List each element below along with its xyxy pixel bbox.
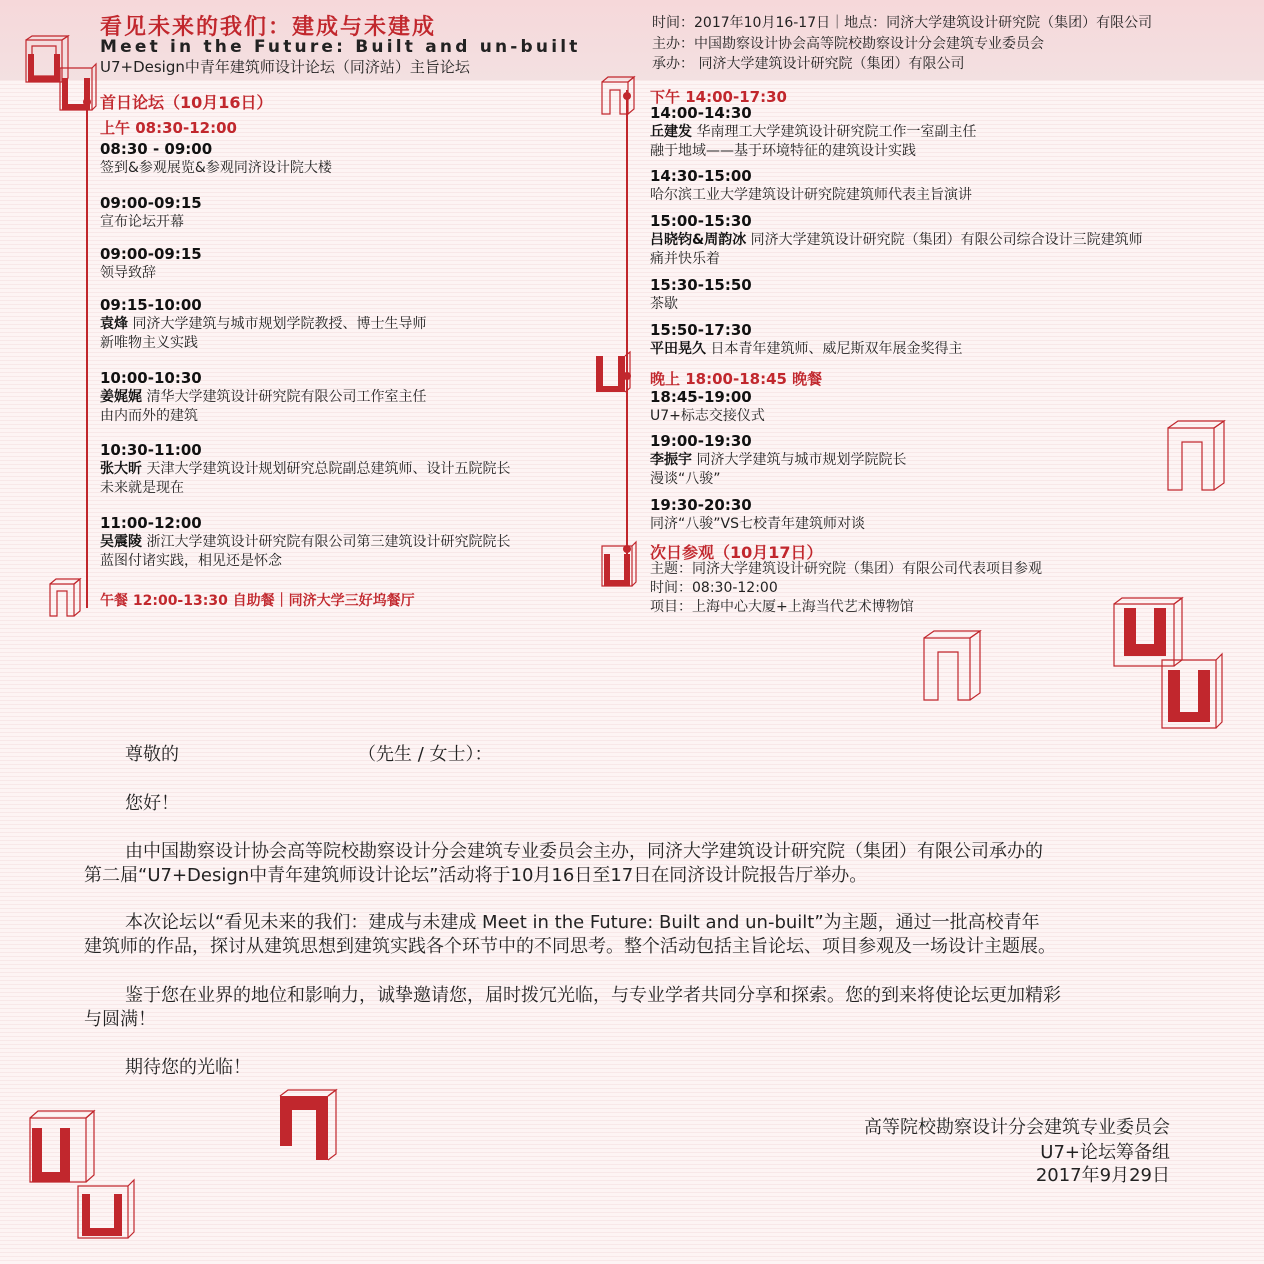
item-desc: U7+标志交接仪式 (650, 408, 765, 424)
paragraph-1-line-2: 第二届“U7+Design中青年建筑师设计论坛”活动将于10月16日至17日在同济设计院报告厅举办。 (84, 865, 868, 886)
item-time: 15:00-15:30 (650, 212, 752, 230)
day1-morning: 上午 08:30-12:00 (100, 119, 237, 137)
schedule-item (650, 167, 972, 205)
speaker-name: 吴震陵 (100, 534, 142, 550)
schedule-item (100, 441, 510, 498)
speaker-org: 同济大学建筑与城市规划学院院长 (692, 452, 907, 468)
salutation-prefix: 尊敬的 (125, 744, 179, 765)
talk-topic: 漫谈“八骏” (650, 471, 721, 487)
meta-time-location: 时间：2017年10月16-17日｜地点：同济大学建筑设计研究院（集团）有限公司 (652, 15, 1153, 31)
talk-topic: 融于地域——基于环境特征的建筑设计实践 (650, 143, 916, 159)
schedule-item (650, 104, 976, 161)
schedule-item (650, 496, 865, 534)
u7-logo-block (20, 32, 100, 114)
n-shape-outline (920, 628, 986, 704)
n-shape-outline (598, 74, 638, 118)
talk-topic: 未来就是现在 (100, 480, 184, 496)
item-time: 10:00-10:30 (100, 369, 202, 387)
greeting: 您好！ (125, 793, 179, 814)
schedule-item (100, 369, 426, 426)
item-time: 09:15-10:00 (100, 296, 202, 314)
day2-time: 时间：08:30-12:00 (650, 580, 778, 596)
day2-projects: 项目：上海中心大厦+上海当代艺术博物馆 (650, 599, 914, 615)
item-desc: 同济“八骏”VS七校青年建筑师对谈 (650, 516, 865, 532)
item-time: 10:30-11:00 (100, 441, 202, 459)
item-time: 09:00-09:15 (100, 245, 202, 263)
schedule-item (100, 245, 202, 283)
speaker-name: 吕晓钧&周韵冰 (650, 232, 747, 248)
item-time: 09:00-09:15 (100, 194, 202, 212)
talk-topic: 新唯物主义实践 (100, 335, 198, 351)
item-time: 19:00-19:30 (650, 432, 752, 450)
schedule-item (100, 140, 332, 178)
item-desc: 茶歇 (650, 296, 678, 312)
speaker-org: 天津大学建筑设计规划研究总院副总建筑师、设计五院院长 (142, 461, 511, 477)
speaker-name: 丘建发 (650, 124, 692, 140)
timeline-right (626, 90, 628, 560)
u-shape-outline (592, 350, 632, 396)
item-time: 18:45-19:00 (650, 388, 752, 406)
day2-theme: 主题：同济大学建筑设计研究院（集团）有限公司代表项目参观 (650, 561, 1042, 577)
item-desc: 签到&参观展览&参观同济设计院大楼 (100, 160, 332, 176)
day2-title: 次日参观（10月17日） (650, 543, 823, 562)
item-time: 08:30 - 09:00 (100, 140, 213, 158)
timeline-left (86, 96, 88, 608)
talk-topic: 痛并快乐着 (650, 251, 720, 267)
speaker-name: 李振宇 (650, 452, 692, 468)
item-time: 14:00-14:30 (650, 104, 752, 122)
paragraph-2-line-1: 本次论坛以“看见未来的我们：建成与未建成 Meet in the Future: Built and un-built”为主题，通过一批高校青年 (125, 912, 1040, 933)
schedule-item (100, 194, 202, 232)
forum-subtitle: U7+Design中青年建筑师设计论坛（同济站）主旨论坛 (100, 58, 470, 76)
evening-title: 晚上 18:00-18:45 晚餐 (650, 370, 823, 388)
speaker-org: 浙江大学建筑设计研究院有限公司第三建筑设计研究院院长 (142, 534, 511, 550)
salutation-suffix: （先生 / 女士）： (358, 744, 493, 765)
closing: 期待您的光临！ (125, 1057, 251, 1078)
item-time: 15:50-17:30 (650, 321, 752, 339)
schedule-item (100, 296, 426, 353)
schedule-item (650, 321, 962, 359)
item-time: 15:30-15:50 (650, 276, 752, 294)
speaker-org: 同济大学建筑设计研究院（集团）有限公司综合设计三院建筑师 (746, 232, 1143, 248)
schedule-item (100, 514, 510, 571)
item-desc: 哈尔滨工业大学建筑设计研究院建筑师代表主旨演讲 (650, 187, 972, 203)
item-desc: 领导致辞 (100, 265, 156, 281)
u7-logo-block (1108, 594, 1228, 734)
schedule-item (650, 276, 752, 314)
title-en: Meet in the Future: Built and un-built (100, 37, 581, 57)
day2-details (650, 560, 1042, 617)
n-shape-outline (46, 576, 86, 622)
paragraph-3-line-2: 与圆满！ (84, 1009, 156, 1030)
u-shape-outline (596, 540, 640, 592)
schedule-item (650, 212, 1143, 269)
signature-group: U7+论坛筹备组 (1040, 1142, 1170, 1163)
paragraph-2-line-2: 建筑师的作品，探讨从建筑思想到建筑实践各个环节中的不同思考。整个活动包括主旨论坛、项目参观及一场设计主题展。 (84, 936, 1056, 957)
schedule-item (650, 388, 765, 426)
speaker-name: 袁烽 (100, 316, 128, 332)
item-desc: 宣布论坛开幕 (100, 214, 184, 230)
item-time: 11:00-12:00 (100, 514, 202, 532)
meta-host: 主办：中国勘察设计协会高等院校勘察设计分会建筑专业委员会 (652, 36, 1044, 52)
speaker-name: 姜娓娓 (100, 389, 142, 405)
n-shape-outline (1164, 418, 1230, 494)
talk-topic: 蓝图付诸实践，相见还是怀念 (100, 553, 282, 569)
speaker-name: 平田晃久 (650, 341, 706, 357)
title-cn: 看见未来的我们：建成与未建成 (100, 15, 437, 40)
schedule-item (650, 432, 906, 489)
u7-logo-block (24, 1106, 144, 1242)
signature-date: 2017年9月29日 (1035, 1165, 1170, 1186)
item-time: 14:30-15:00 (650, 167, 752, 185)
speaker-name: 张大昕 (100, 461, 142, 477)
paragraph-1-line-1: 由中国勘察设计协会高等院校勘察设计分会建筑专业委员会主办，同济大学建筑设计研究院（集团）有限公司承办的 (125, 841, 1043, 862)
item-time: 19:30-20:30 (650, 496, 752, 514)
speaker-org: 日本青年建筑师、威尼斯双年展金奖得主 (706, 341, 963, 357)
speaker-org: 清华大学建筑设计研究院有限公司工作室主任 (142, 389, 427, 405)
lunch-info: 午餐 12:00-13:30 自助餐｜同济大学三好坞餐厅 (100, 593, 415, 609)
speaker-org: 华南理工大学建筑设计研究院工作一室副主任 (692, 124, 977, 140)
talk-topic: 由内而外的建筑 (100, 408, 198, 424)
n-shape-outline (276, 1086, 342, 1166)
day1-title: 首日论坛（10月16日） (100, 93, 273, 112)
signature-org: 高等院校勘察设计分会建筑专业委员会 (864, 1117, 1170, 1138)
paragraph-3-line-1: 鉴于您在业界的地位和影响力，诚挚邀请您，届时拨冗光临，与专业学者共同分享和探索。您的到来将使论坛更加精彩 (125, 985, 1061, 1006)
speaker-org: 同济大学建筑与城市规划学院教授、博士生导师 (128, 316, 427, 332)
meta-organizer: 承办： 同济大学建筑设计研究院（集团）有限公司 (652, 56, 965, 72)
afternoon-title: 下午 14:00-17:30 (650, 88, 787, 106)
